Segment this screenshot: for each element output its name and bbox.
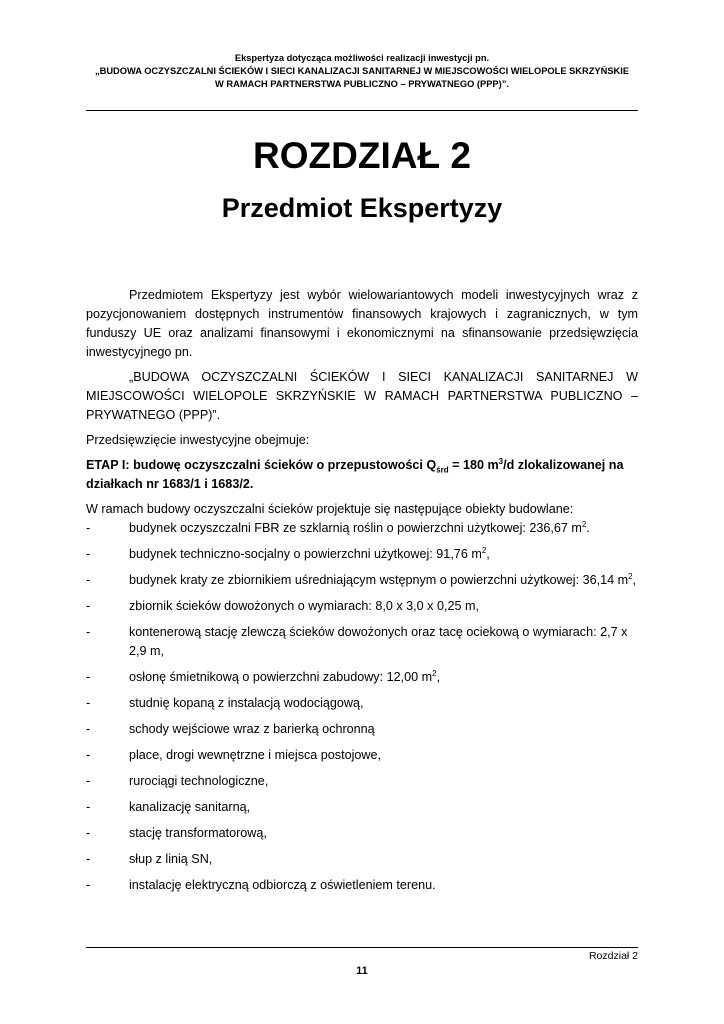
list-item-punctuation: , <box>436 670 441 684</box>
stage-text-2: = 180 m <box>448 458 499 472</box>
list-item-text: rurociągi technologiczne, <box>129 774 269 788</box>
list-item <box>86 597 638 616</box>
list-bullet: - <box>86 878 91 892</box>
header-line-2: „BUDOWA OCZYSZCZALNI ŚCIEKÓW I SIECI KANALIZACJI SANITARNEJ W MIEJSCOWOŚCI WIELOPOLE SKRZYŃSKIE <box>94 66 630 76</box>
area-unit-superscript: 2 <box>481 545 487 555</box>
stage-flow-subscript: śrd <box>436 465 449 475</box>
list-bullet: - <box>86 670 91 684</box>
list-item-text: instalację elektryczną odbiorczą z oświetleniem terenu. <box>129 878 436 892</box>
list-bullet: - <box>86 599 91 613</box>
list-item-text: kontenerową stację zlewczą ścieków dowożonych oraz tacę ociekową o wymiarach: 2,7 x 2,9 m, <box>129 625 628 658</box>
list-item-text: zbiornik ścieków dowożonych o wymiarach: 8,0 x 3,0 x 0,25 m, <box>129 599 479 613</box>
chapter-title: ROZDZIAŁ 2 <box>253 135 471 176</box>
area-unit-superscript: 2 <box>628 571 633 581</box>
list-item-punctuation: , <box>486 547 490 561</box>
area-unit-superscript: 2 <box>432 668 437 678</box>
list-item <box>86 545 638 564</box>
running-header <box>86 52 638 91</box>
list-item <box>86 668 638 687</box>
list-bullet: - <box>86 852 91 866</box>
list-item-punctuation: . <box>586 521 590 535</box>
list-item <box>86 746 638 765</box>
list-item <box>86 720 638 739</box>
list-item-text: słup z linią SN, <box>129 852 213 866</box>
list-bullet: - <box>86 521 91 535</box>
intro-paragraph: Przedmiotem Ekspertyzy jest wybór wielowariantowych modeli inwestycyjnych wraz z pozycjonowaniem dostępnych instrumentów finansowych krajowych i zagranicznych, w tym funduszy UE oraz analizami finansowymi i ekonomicznymi na sfinansowanie przedsięwzięcia inwestycyjnego pn. <box>86 288 638 359</box>
list-item <box>86 798 638 817</box>
list-item-text: budynek kraty ze zbiornikiem uśredniającym wstępnym o powierzchni użytkowej: 36,14 m <box>129 573 629 587</box>
header-line-3: W RAMACH PARTNERSTWA PUBLICZNO – PRYWATNEGO (PPP)”. <box>215 79 509 89</box>
footer-divider <box>86 947 638 948</box>
area-unit-superscript: 2 <box>581 519 587 529</box>
list-item-punctuation: , <box>632 573 637 587</box>
list-item-text: schody wejściowe wraz z barierką ochronną <box>129 722 375 736</box>
list-item <box>86 623 638 661</box>
scope-intro: Przedsięwzięcie inwestycyjne obejmuje: <box>86 433 310 447</box>
list-item <box>86 519 638 538</box>
list-bullet: - <box>86 774 91 788</box>
list-item-text: place, drogi wewnętrzne i miejsca postojowe, <box>129 748 381 762</box>
list-item-text: stację transformatorową, <box>129 826 267 840</box>
list-item-text: osłonę śmietnikową o powierzchni zabudowy: 12,00 m <box>129 670 433 684</box>
list-item <box>86 876 638 895</box>
stage-heading <box>86 456 638 494</box>
objects-list <box>86 519 638 895</box>
list-bullet: - <box>86 748 91 762</box>
objects-intro: W ramach budowy oczyszczalni ścieków projektuje się następujące obiekty budowlane: <box>86 502 574 516</box>
list-item-text: budynek techniczno-socjalny o powierzchni użytkowej: 91,76 m <box>129 547 482 561</box>
list-bullet: - <box>86 722 91 736</box>
list-item <box>86 694 638 713</box>
stage-unit-superscript: 3 <box>498 456 504 466</box>
page-number: 11 <box>356 965 368 977</box>
list-bullet: - <box>86 625 91 639</box>
list-bullet: - <box>86 800 91 814</box>
list-item <box>86 772 638 791</box>
list-bullet: - <box>86 547 91 561</box>
stage-text-3: /d zlokalizowanej na działkach nr 1683/1 i 1683/2. <box>86 458 624 491</box>
list-item <box>86 824 638 843</box>
list-bullet: - <box>86 573 91 587</box>
list-item-text: studnię kopaną z instalacją wodociągową, <box>129 696 364 710</box>
header-line-1: Ekspertyza dotycząca możliwości realizacji inwestycji pn. <box>234 53 490 63</box>
list-bullet: - <box>86 696 91 710</box>
list-item-text: budynek oczyszczalni FBR ze szklarnią roślin o powierzchni użytkowej: 236,67 m <box>129 521 582 535</box>
list-item <box>86 571 638 590</box>
chapter-subtitle: Przedmiot Ekspertyzy <box>221 193 503 223</box>
list-bullet: - <box>86 826 91 840</box>
list-item-text: kanalizację sanitarną, <box>129 800 251 814</box>
header-divider <box>86 110 638 111</box>
stage-text-1: ETAP I: budowę oczyszczalni ścieków o przepustowości Q <box>86 458 437 472</box>
project-name-paragraph: „BUDOWA OCZYSZCZALNI ŚCIEKÓW I SIECI KANALIZACJI SANITARNEJ W MIEJSCOWOŚCI WIELOPOLE SKRZYŃSKIE W RAMACH PARTNERSTWA PUBLICZNO – PRYWATNEGO (PPP)”. <box>86 370 638 422</box>
list-item <box>86 850 638 869</box>
chapter-body <box>86 286 638 902</box>
footer-chapter-label: Rozdział 2 <box>588 950 638 962</box>
